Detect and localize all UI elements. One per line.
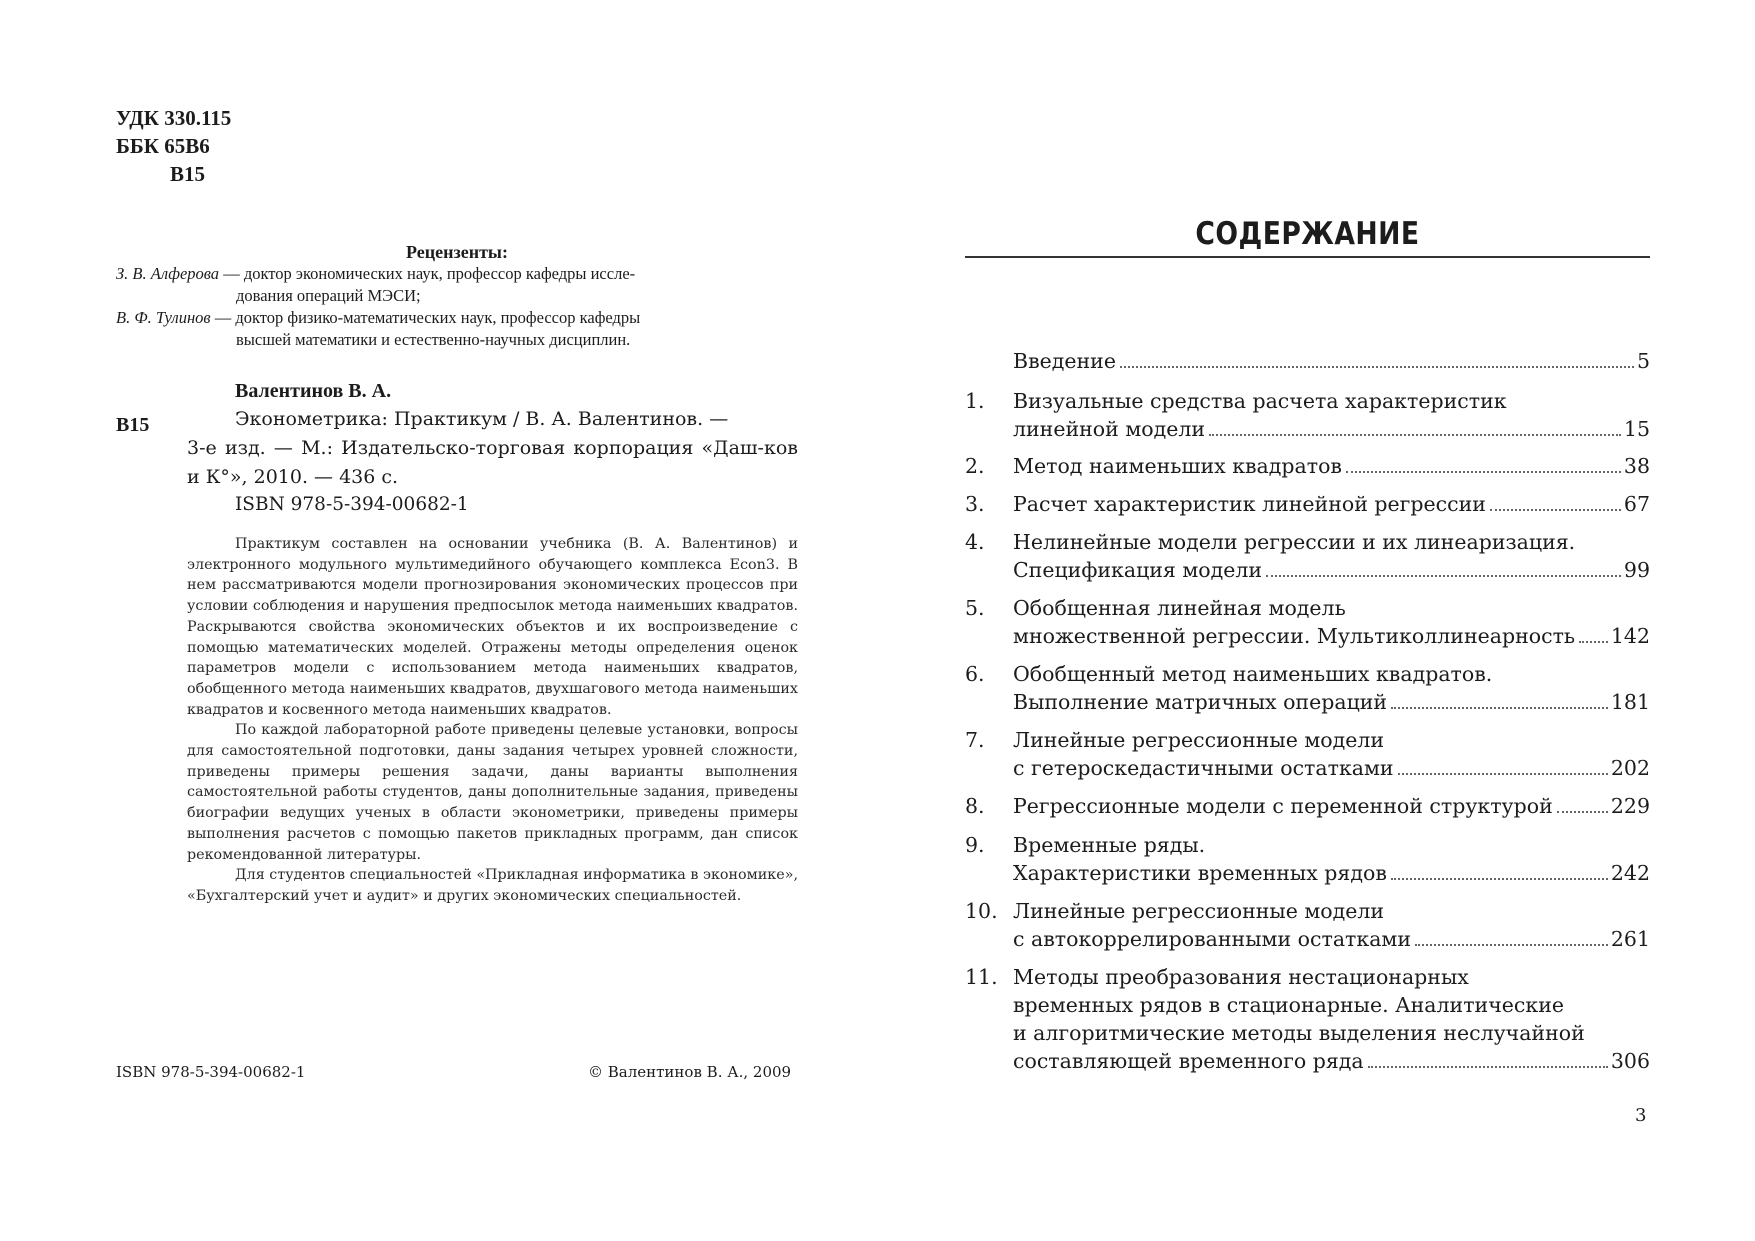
reviewer-name: З. В. Алферова [116, 264, 220, 283]
footer-isbn: ISBN 978-5-394-00682-1 [116, 1063, 306, 1081]
bibliographic-record [187, 405, 798, 492]
toc-title: Выполнение матричных операций [1013, 690, 1388, 714]
toc-page: 202 [1610, 756, 1650, 780]
toc-title-line: Обобщенный метод наименьших квадратов. [1013, 662, 1493, 686]
toc-title: линейной модели [1013, 417, 1206, 441]
toc-title-line: Визуальные средства расчета характеристик [1013, 389, 1507, 413]
toc-number: 8. [965, 794, 985, 818]
toc-title-line: Нелинейные модели регрессии и их линеаризация. [1013, 530, 1576, 554]
toc-leader [1391, 878, 1608, 880]
author-heading: Валентинов В. А. [235, 380, 392, 402]
udk-code: УДК 330.115 [116, 106, 232, 130]
toc-page: 229 [1610, 794, 1650, 818]
toc-number: 3. [965, 492, 985, 516]
toc-title: множественной регрессии. Мультиколлинеарность [1013, 624, 1576, 648]
toc-title: Характеристики временных рядов [1013, 861, 1387, 885]
reviewer-desc: — доктор экономических наук, профессор кафедры иссле- [219, 264, 636, 283]
toc-page: 15 [1623, 417, 1650, 441]
reviewer-name: В. Ф. Тулинов [116, 308, 211, 327]
toc-page: 306 [1610, 1049, 1650, 1073]
toc-page: 67 [1623, 492, 1650, 516]
margin-code: В15 [116, 414, 150, 436]
author-sign-code: В15 [170, 162, 206, 186]
reviewer-entry [116, 263, 798, 307]
toc-title-line: и алгоритмические методы выделения неслучайной [1013, 1021, 1585, 1045]
toc-title: составляющей временного ряда [1013, 1049, 1364, 1073]
toc-number: 2. [965, 454, 985, 478]
toc-leader [1120, 366, 1634, 368]
bib-title-line: Эконометрика: Практикум / В. А. Валентинов. — [235, 408, 729, 430]
reviewer-entry [116, 307, 798, 351]
toc-leader [1398, 773, 1608, 775]
toc-number: 10. [965, 899, 998, 923]
toc-title: Регрессионные модели с переменной структурой [1013, 794, 1553, 818]
annotation-paragraph: По каждой лабораторной работе приведены целевые установки, вопросы для самостоятельной подготовки, даны задания четырех уровней сложности, приведены примеры решения задачи, даны варианты выполнения самостоятельной работы студентов, даны дополнительные задания, приведены биографии ведущих ученых в области эконометрики, приведены примеры выполнения расчетов с помощью пакетов прикладных программ, дан список рекомендованной литературы. [187, 722, 798, 863]
toc-number: 4. [965, 530, 985, 554]
toc-page: 38 [1623, 454, 1650, 478]
bib-publication: 3-е изд. — М.: Издательско-торговая корпорация «Даш-ков и К°», 2010. — 436 с. [187, 437, 798, 488]
reviewer-desc: — доктор физико-математических наук, профессор кафедры [210, 308, 641, 327]
toc-title-line: Временные ряды. [1013, 833, 1206, 857]
reviewers-heading: Рецензенты: [406, 242, 508, 262]
toc-leader [1391, 707, 1608, 709]
toc-page: 261 [1610, 927, 1650, 951]
toc-title: Введение [1013, 349, 1116, 373]
toc-title: Метод наименьших квадратов [1013, 454, 1342, 478]
toc-number: 1. [965, 389, 985, 413]
toc-leader [1368, 1066, 1608, 1068]
toc-page: 142 [1610, 624, 1650, 648]
annotation-paragraph: Практикум составлен на основании учебника (В. А. Валентинов) и электронного модульного мультимедийного обучающего комплекса Econ3. В нем рассматриваются модели прогнозирования экономических процессов при условии соблюдения и нарушения предпосылок метода наименьших квадратов. Раскрываются свойства экономических объектов и их воспроизведение с помощью математических моделей. Отражены методы определения оценок параметров модели с использованием метода наименьших квадратов, обобщенного метода наименьших квадратов, двухшагового метода наименьших квадратов и косвенного метода наименьших квадратов. [187, 536, 798, 718]
toc-page: 99 [1623, 558, 1650, 582]
toc-title-line: временных рядов в стационарные. Аналитические [1013, 993, 1564, 1017]
toc-number: 9. [965, 833, 985, 857]
toc-page: 181 [1610, 690, 1650, 714]
reviewer-desc-cont: дования операций МЭСИ; [236, 286, 421, 305]
toc-number: 5. [965, 596, 985, 620]
title-rule [965, 256, 1650, 258]
toc-leader [1415, 944, 1608, 946]
toc-number: 7. [965, 728, 985, 752]
toc-page: 5 [1636, 349, 1650, 373]
toc-title-line: Линейные регрессионные модели [1013, 899, 1385, 923]
toc-page: 242 [1610, 861, 1650, 885]
toc-title-line: Методы преобразования нестационарных [1013, 965, 1469, 989]
page-number: 3 [1635, 1105, 1647, 1126]
bib-isbn: ISBN 978-5-394-00682-1 [235, 494, 469, 515]
toc-title: Расчет характеристик линейной регрессии [1013, 492, 1486, 516]
toc-leader [1209, 434, 1621, 436]
toc-number: 6. [965, 662, 985, 686]
toc-title-line: Обобщенная линейная модель [1013, 596, 1346, 620]
reviewer-desc-cont: высшей математики и естественно-научных дисциплин. [236, 330, 631, 349]
toc-title: с автокоррелированными остатками [1013, 927, 1412, 951]
footer-copyright: © Валентинов В. А., 2009 [588, 1063, 792, 1081]
annotation-paragraph: Для студентов специальностей «Прикладная информатика в экономике», «Бухгалтерский учет и аудит» и других экономических специальностей. [187, 867, 798, 904]
contents-title: СОДЕРЖАНИЕ [1195, 216, 1420, 252]
toc-title-line: Линейные регрессионные модели [1013, 728, 1385, 752]
toc-leader [1346, 471, 1621, 473]
annotation [187, 534, 798, 907]
toc-title: Спецификация модели [1013, 558, 1263, 582]
toc-leader [1579, 641, 1608, 643]
toc-leader [1266, 575, 1621, 577]
toc-leader [1490, 509, 1621, 511]
toc-title: с гетероскедастичными остатками [1013, 756, 1394, 780]
toc-leader [1557, 811, 1608, 813]
toc-number: 11. [965, 965, 998, 989]
classification-codes [116, 104, 231, 188]
bbk-code: ББК 65В6 [116, 134, 210, 158]
